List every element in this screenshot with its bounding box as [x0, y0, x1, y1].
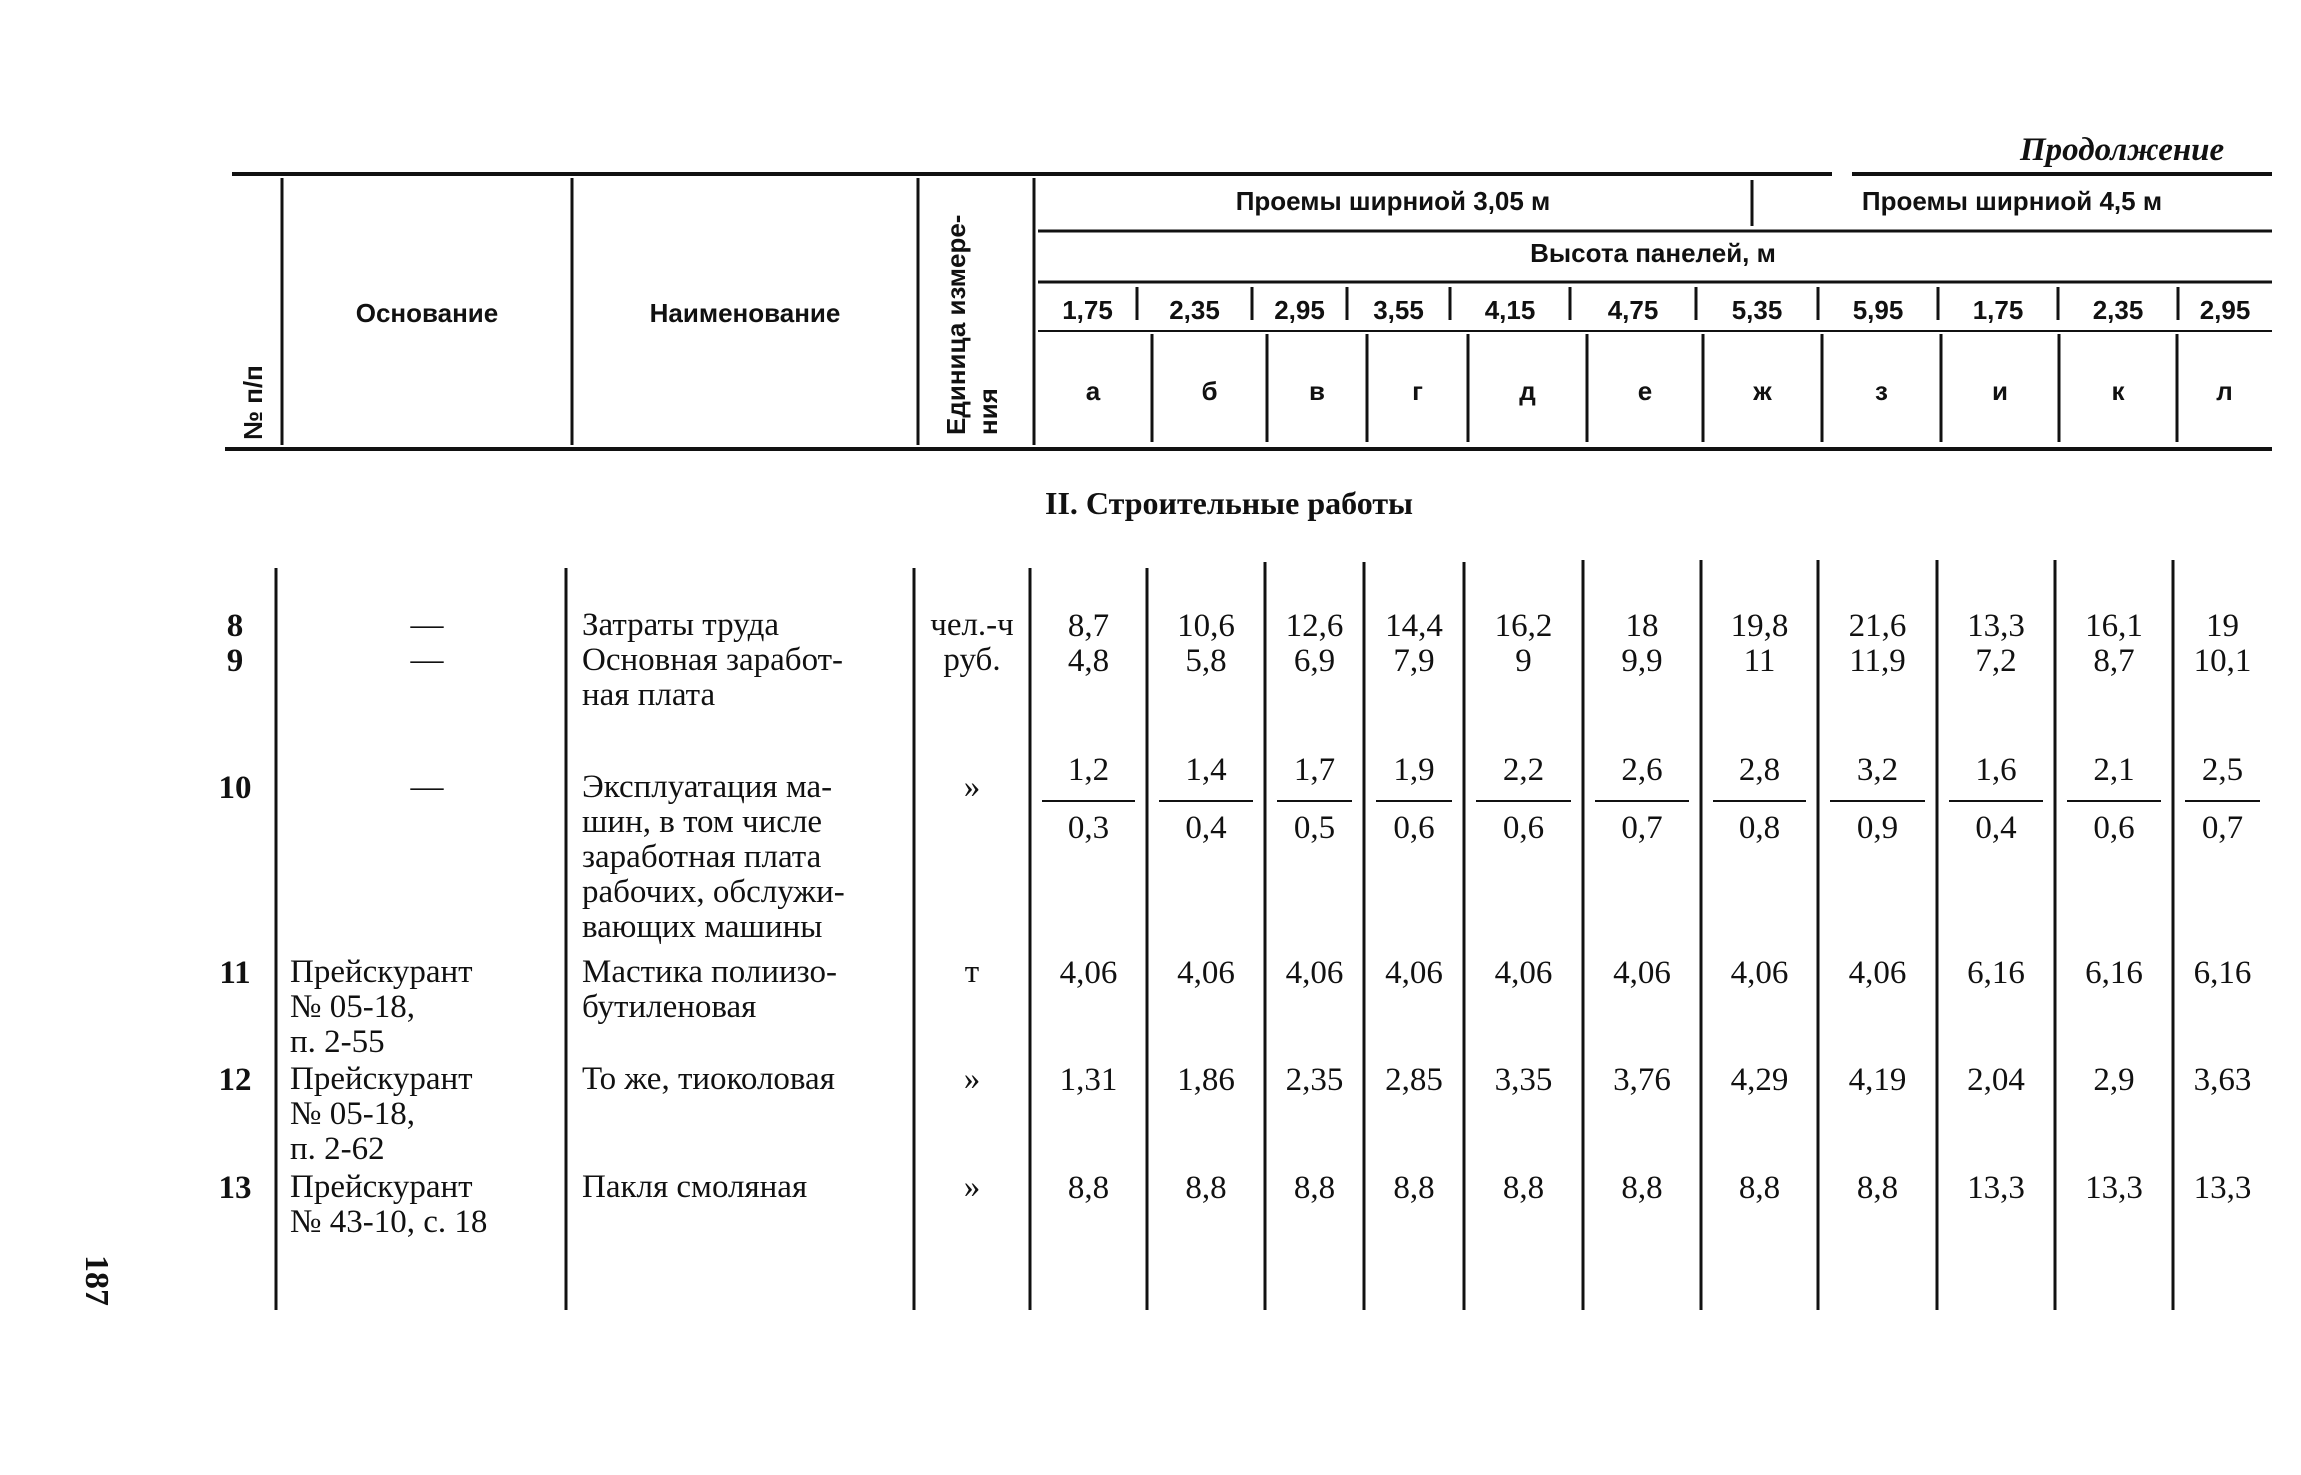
- height-label: 1,75: [1972, 295, 2024, 325]
- fraction-denominator: 0,8: [1738, 810, 1781, 846]
- value-cell: 5,8: [1185, 643, 1227, 679]
- value-cell: 8,8: [1393, 1170, 1435, 1206]
- column-letter: в: [1309, 376, 1325, 406]
- fraction-value: [1153, 752, 1259, 846]
- fraction-value: [1271, 752, 1358, 846]
- unit-cell: »: [963, 1061, 981, 1097]
- value-cell: 12,6: [1285, 608, 1344, 644]
- fraction-value: [1824, 752, 1931, 846]
- basis-line: Прейскурант: [290, 1169, 473, 1205]
- name-line: Затраты труда: [582, 607, 780, 643]
- section-title: II. Строительные работы: [1045, 485, 1414, 521]
- column-letter: ж: [1753, 376, 1772, 406]
- value-cell: 4,06: [1613, 955, 1671, 991]
- height-label: 2,35: [2092, 295, 2144, 325]
- page-number: 187: [78, 1255, 115, 1306]
- fraction-denominator: 0,7: [1621, 810, 1663, 846]
- fraction-bar: [1159, 800, 1253, 802]
- header-panel-heights: Высота панелей, м: [1530, 238, 1776, 268]
- value-cell: 6,16: [2085, 955, 2143, 991]
- row-number: 9: [226, 643, 244, 679]
- fraction-denominator: 0,3: [1067, 810, 1110, 846]
- fraction-numerator: 1,9: [1393, 752, 1435, 788]
- fraction-value: [1036, 752, 1141, 846]
- height-label: 4,15: [1484, 295, 1536, 325]
- fraction-bar: [1042, 800, 1135, 802]
- value-cell: 11,9: [1849, 643, 1906, 679]
- value-cell: 13,3: [1967, 608, 2025, 644]
- value-cell: 9,9: [1621, 643, 1663, 679]
- value-cell: 3,63: [2193, 1062, 2252, 1098]
- fraction-bar: [1949, 800, 2043, 802]
- value-cell: 19,8: [1730, 608, 1789, 644]
- row-number: 13: [218, 1170, 252, 1206]
- value-cell: 4,8: [1067, 643, 1110, 679]
- value-cell: 10,1: [2193, 643, 2252, 679]
- basis-dash: —: [410, 607, 444, 643]
- fraction-value: [2061, 752, 2167, 846]
- basis-line: № 43-10, с. 18: [290, 1204, 488, 1240]
- column-letter: б: [1201, 376, 1218, 406]
- fraction-value: [1470, 752, 1577, 846]
- fraction-numerator: 2,5: [2201, 752, 2244, 788]
- unit-cell: т: [964, 954, 980, 990]
- value-cell: 8,8: [1293, 1170, 1336, 1206]
- value-cell: 1,86: [1177, 1062, 1235, 1098]
- value-cell: 10,6: [1177, 608, 1235, 644]
- name-line: рабочих, обслужи-: [582, 874, 845, 910]
- value-cell: 4,06: [1285, 955, 1344, 991]
- header-row-number: № п/п: [238, 365, 268, 440]
- name-line: То же, тиоколовая: [582, 1061, 835, 1097]
- value-cell: 2,04: [1967, 1062, 2025, 1098]
- basis-line: № 05-18,: [290, 1096, 415, 1132]
- value-cell: 6,9: [1293, 643, 1336, 679]
- fraction-numerator: 1,2: [1067, 752, 1110, 788]
- fraction-numerator: 1,7: [1293, 752, 1336, 788]
- name-line: вающих машины: [582, 909, 823, 945]
- value-cell: 13,3: [2193, 1170, 2252, 1206]
- header-basis: Основание: [355, 298, 499, 328]
- name-line: Мастика полиизо-: [582, 954, 837, 990]
- fraction-bar: [2067, 800, 2161, 802]
- column-letter: д: [1519, 376, 1536, 406]
- value-cell: 4,29: [1730, 1062, 1789, 1098]
- value-cell: 11: [1743, 643, 1776, 679]
- name-line: Эксплуатация ма-: [582, 769, 833, 805]
- unit-cell: чел.-ч: [930, 607, 1014, 643]
- value-cell: 2,35: [1285, 1062, 1344, 1098]
- fraction-bar: [1830, 800, 1925, 802]
- column-letter: е: [1637, 376, 1653, 406]
- fraction-bar: [2185, 800, 2260, 802]
- value-cell: 4,06: [1848, 955, 1907, 991]
- value-cell: 9: [1515, 643, 1532, 679]
- fraction-denominator: 0,4: [1975, 810, 2017, 846]
- fraction-numerator: 2,2: [1502, 752, 1545, 788]
- value-cell: 2,85: [1385, 1062, 1443, 1098]
- fraction-value: [2179, 752, 2266, 846]
- fraction-bar: [1476, 800, 1571, 802]
- fraction-bar: [1713, 800, 1806, 802]
- value-cell: 8,8: [1621, 1170, 1663, 1206]
- value-cell: 2,9: [2093, 1062, 2135, 1098]
- basis-line: п. 2-62: [290, 1131, 385, 1167]
- value-cell: 18: [1625, 608, 1659, 644]
- fraction-numerator: 3,2: [1856, 752, 1899, 788]
- column-letter: з: [1875, 376, 1888, 406]
- fraction-denominator: 0,4: [1185, 810, 1227, 846]
- value-cell: 14,4: [1385, 608, 1443, 644]
- fraction-value: [1943, 752, 2049, 846]
- fraction-denominator: 0,9: [1856, 810, 1899, 846]
- value-cell: 6,16: [2193, 955, 2252, 991]
- value-cell: 8,7: [1067, 608, 1110, 644]
- column-letter: а: [1085, 376, 1101, 406]
- value-cell: 7,9: [1393, 643, 1435, 679]
- column-letter: к: [2111, 376, 2125, 406]
- value-cell: 13,3: [2085, 1170, 2143, 1206]
- name-line: шин, в том числе: [582, 804, 823, 840]
- name-line: Пакля смоляная: [582, 1169, 808, 1205]
- fraction-numerator: 1,4: [1185, 752, 1227, 788]
- value-cell: 8,8: [1856, 1170, 1899, 1206]
- height-label: 1,75: [1062, 295, 1113, 325]
- row-number: 10: [218, 770, 252, 806]
- height-label: 2,95: [1274, 295, 1325, 325]
- value-cell: 8,8: [1067, 1170, 1110, 1206]
- fraction-bar: [1595, 800, 1689, 802]
- value-cell: 16,2: [1494, 608, 1553, 644]
- value-cell: 4,06: [1059, 955, 1118, 991]
- fraction-denominator: 0,7: [2201, 810, 2244, 846]
- basis-dash: —: [410, 642, 444, 678]
- fraction-value: [1707, 752, 1812, 846]
- fraction-denominator: 0,6: [1502, 810, 1545, 846]
- unit-cell: »: [963, 769, 981, 805]
- header-group-305: Проемы ширниой 3,05 м: [1235, 186, 1551, 216]
- value-cell: 8,8: [1185, 1170, 1227, 1206]
- row-number: 12: [218, 1062, 252, 1098]
- basis-dash: —: [410, 769, 444, 805]
- fraction-numerator: 1,6: [1975, 752, 2017, 788]
- basis-line: Прейскурант: [290, 1061, 473, 1097]
- header-group-45: Проемы ширниой 4,5 м: [1861, 186, 2163, 216]
- height-label: 5,95: [1852, 295, 1904, 325]
- height-label: 4,75: [1607, 295, 1659, 325]
- value-cell: 1,31: [1059, 1062, 1118, 1098]
- row-number: 8: [226, 608, 244, 644]
- value-cell: 16,1: [2085, 608, 2143, 644]
- value-cell: 3,76: [1613, 1062, 1671, 1098]
- name-line: Основная заработ-: [582, 642, 844, 678]
- column-letter: г: [1412, 376, 1423, 406]
- row-number: 11: [219, 955, 251, 991]
- fraction-bar: [1376, 800, 1452, 802]
- value-cell: 19: [2206, 608, 2239, 644]
- value-cell: 8,7: [2093, 643, 2135, 679]
- value-cell: 4,06: [1177, 955, 1235, 991]
- value-cell: 6,16: [1967, 955, 2025, 991]
- fraction-denominator: 0,5: [1293, 810, 1336, 846]
- value-cell: 21,6: [1848, 608, 1907, 644]
- fraction-bar: [1277, 800, 1352, 802]
- name-line: бутиленовая: [582, 989, 757, 1025]
- height-label: 2,95: [2199, 295, 2251, 325]
- column-letter: и: [1992, 376, 2008, 406]
- header-unit: Единица измере-ния: [941, 214, 1003, 435]
- value-cell: 7,2: [1975, 643, 2017, 679]
- name-line: заработная плата: [582, 839, 822, 875]
- fraction-denominator: 0,6: [2093, 810, 2135, 846]
- value-cell: 4,19: [1848, 1062, 1907, 1098]
- height-label: 2,35: [1169, 295, 1220, 325]
- basis-line: п. 2-55: [290, 1024, 385, 1060]
- header-name: Наименование: [649, 298, 841, 328]
- fraction-numerator: 2,1: [2093, 752, 2135, 788]
- continuation-label: Продолжение: [2020, 132, 2225, 168]
- height-label: 3,55: [1373, 295, 1424, 325]
- name-line: ная плата: [582, 677, 716, 713]
- fraction-numerator: 2,8: [1738, 752, 1781, 788]
- value-cell: 3,35: [1494, 1062, 1553, 1098]
- value-cell: 13,3: [1967, 1170, 2025, 1206]
- fraction-numerator: 2,6: [1621, 752, 1663, 788]
- value-cell: 4,06: [1494, 955, 1553, 991]
- value-cell: 8,8: [1738, 1170, 1781, 1206]
- basis-line: Прейскурант: [290, 954, 473, 990]
- fraction-denominator: 0,6: [1393, 810, 1435, 846]
- basis-line: № 05-18,: [290, 989, 415, 1025]
- unit-cell: руб.: [943, 642, 1001, 678]
- fraction-value: [1589, 752, 1695, 846]
- value-cell: 8,8: [1502, 1170, 1545, 1206]
- height-label: 5,35: [1731, 295, 1783, 325]
- column-letter: л: [2216, 376, 2233, 406]
- value-cell: 4,06: [1385, 955, 1443, 991]
- value-cell: 4,06: [1730, 955, 1789, 991]
- unit-cell: »: [963, 1169, 981, 1205]
- fraction-value: [1370, 752, 1458, 846]
